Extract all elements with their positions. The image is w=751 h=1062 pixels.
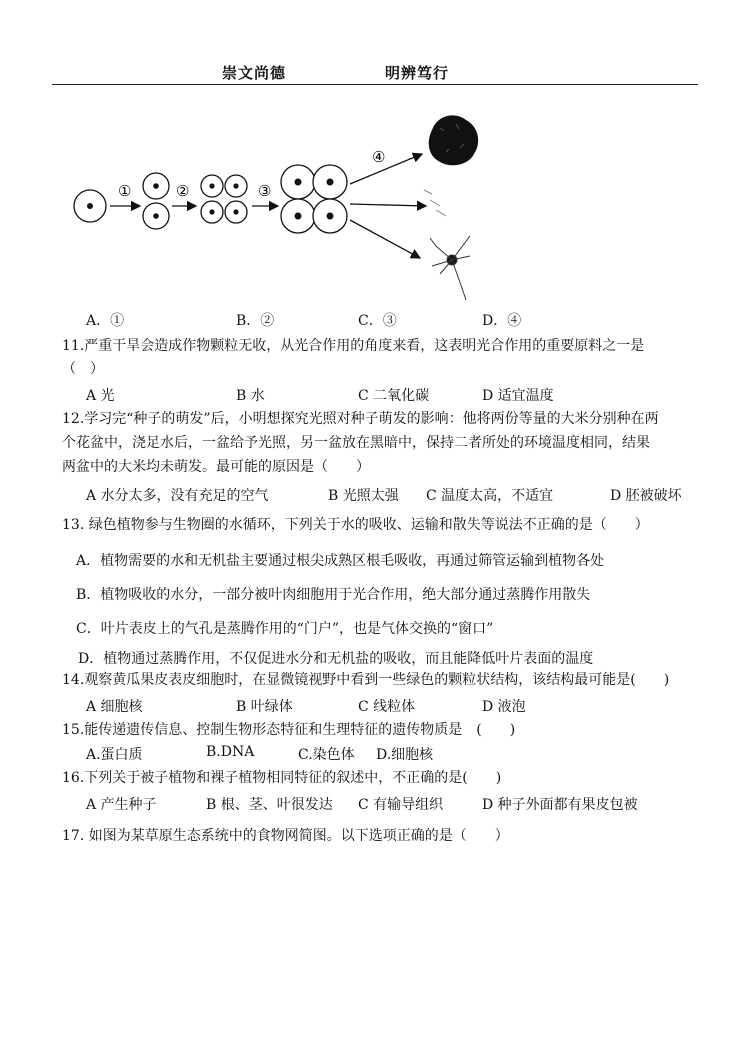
- q12-option-a: A 水分太多，没有充足的空气: [86, 488, 269, 504]
- q11-option-b: B 水: [236, 388, 265, 404]
- header-right: 明辨笃行: [385, 64, 450, 82]
- cell-4: [201, 175, 247, 223]
- q15-option-b: B.DNA: [206, 744, 255, 760]
- q12-option-b: B 光照太强: [328, 488, 399, 504]
- q13-stem: 13. 绿色植物参与生物圈的水循环，下列关于水的吸收、运输和散失等说法不正确的是（ ）: [62, 517, 649, 533]
- q16-option-a: A 产生种子: [86, 797, 157, 813]
- arrow-4c: [350, 220, 420, 258]
- q14-option-b: B 叶绿体: [236, 699, 293, 715]
- q15-option-a: A.蛋白质: [86, 747, 143, 763]
- step-label-1: ①: [118, 182, 132, 200]
- q11-stem-2: （ ）: [62, 361, 104, 377]
- cell-diagram: [60, 108, 480, 308]
- q12-stem-2: 个花盆中，浇足水后，一盆给予光照，另一盆放在黑暗中，保持二者所处的环境温度相同，结果: [62, 435, 650, 451]
- diagram-option-a: A．①: [86, 313, 125, 329]
- arrow-4a: [350, 154, 422, 184]
- step-label-2: ②: [176, 182, 190, 200]
- cell-2: [143, 173, 169, 229]
- q14-option-a: A 细胞核: [86, 699, 143, 715]
- q16-option-d: D 种子外面都有果皮包被: [482, 797, 638, 813]
- step-label-4: ④: [372, 148, 386, 166]
- q11-option-c: C 二氧化碳: [358, 388, 430, 404]
- q16-option-b: B 根、茎、叶很发达: [206, 797, 333, 813]
- diagram-option-b: B．②: [236, 313, 275, 329]
- q13-option-c: C．叶片表皮上的气孔是蒸腾作用的“门户”，也是气体交换的“窗口”: [76, 621, 494, 637]
- q17-stem: 17. 如图为某草原生态系统中的食物网简图。以下选项正确的是（ ）: [62, 828, 509, 844]
- nerve-cell: [430, 236, 470, 300]
- q13-option-d: D．植物通过蒸腾作用，不仅促进水分和无机盐的吸收，而且能降低叶片表面的温度: [78, 651, 594, 667]
- q16-stem: 16.下列关于被子植物和裸子植物相同特征的叙述中，不正确的是( ): [62, 770, 502, 786]
- q15-option-c: C.染色体: [298, 747, 355, 763]
- q11-option-a: A 光: [86, 388, 115, 404]
- q12-stem-1: 12.学习完“种子的萌发”后，小明想探究光照对种子萌发的影响：他将两份等量的大米分别种在两: [62, 411, 659, 427]
- q14-stem: 14.观察黄瓜果皮表皮细胞时，在显微镜视野中看到一些绿色的颗粒状结构，该结构最可能是( ): [62, 672, 670, 688]
- arrow-4b: [350, 204, 426, 206]
- q11-stem-1: 11.严重干旱会造成作物颗粒无收，从光合作用的角度来看，这表明光合作用的重要原料之一是: [62, 338, 645, 354]
- q15-stem: 15.能传递遗传信息、控制生物形态特征和生理特征的遗传物质是 ( ): [62, 722, 516, 738]
- q16-option-c: C 有输导组织: [358, 797, 444, 813]
- q14-option-d: D 液泡: [482, 699, 526, 715]
- q11-option-d: D 适宜温度: [482, 388, 554, 404]
- cell-1: [74, 190, 106, 222]
- header-left: 崇文尚德: [222, 64, 287, 82]
- step-label-3: ③: [258, 182, 272, 200]
- muscle-cells: [424, 190, 446, 216]
- diagram-option-d: D．④: [482, 313, 522, 329]
- cell-4-large: [281, 165, 347, 233]
- dense-tissue: [429, 115, 478, 165]
- q12-option-d: D 胚被破坏: [610, 488, 682, 504]
- header-rule: [52, 84, 698, 85]
- diagram-option-c: C．③: [358, 313, 397, 329]
- q14-option-c: C 线粒体: [358, 699, 416, 715]
- q13-option-b: B．植物吸收的水分，一部分被叶肉细胞用于光合作用，绝大部分通过蒸腾作用散失: [76, 587, 591, 603]
- q13-option-a: A．植物需要的水和无机盐主要通过根尖成熟区根毛吸收，再通过筛管运输到植物各处: [76, 553, 605, 569]
- q12-stem-3: 两盆中的大米均未萌发。最可能的原因是（ ）: [62, 459, 370, 475]
- q12-option-c: C 温度太高，不适宜: [426, 488, 554, 504]
- q15-option-d: D.细胞核: [376, 747, 434, 763]
